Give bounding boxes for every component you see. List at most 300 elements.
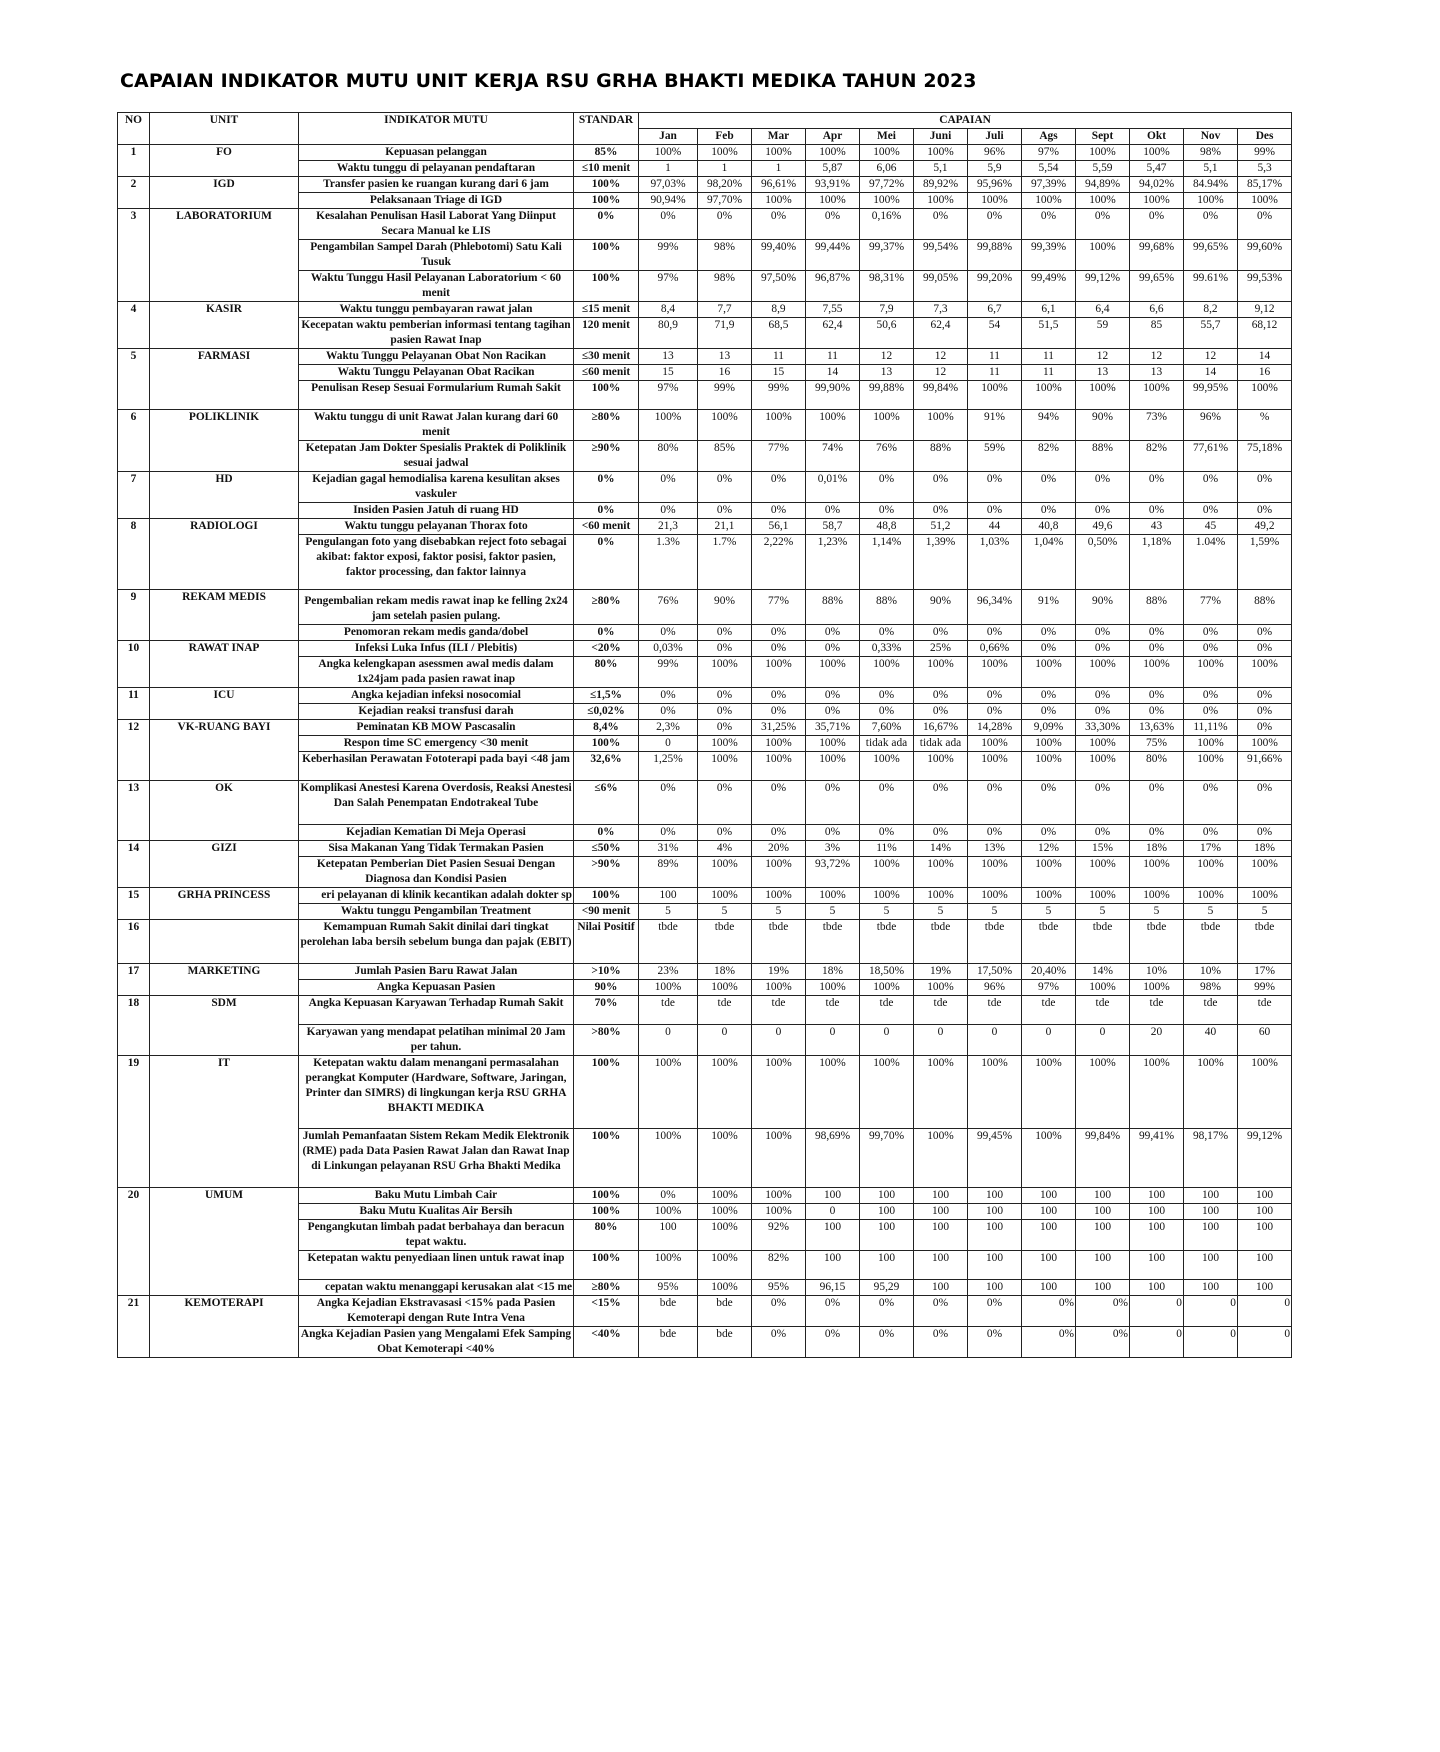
achievement-value: 77,61% (1184, 441, 1238, 472)
achievement-value: 93,91% (806, 177, 860, 193)
achievement-value: 100% (806, 752, 860, 781)
achievement-value: 98,17% (1184, 1129, 1238, 1188)
standard-value: 100% (574, 1129, 639, 1188)
achievement-value: 77% (1184, 590, 1238, 625)
standard-value: 0% (574, 209, 639, 240)
achievement-value: 0% (860, 825, 914, 841)
achievement-value: 100% (806, 980, 860, 996)
achievement-value: 100 (1238, 1251, 1292, 1280)
achievement-value: 98% (1184, 980, 1238, 996)
achievement-value: 0% (1076, 688, 1130, 704)
achievement-value: 99% (639, 240, 698, 271)
achievement-value: 93,72% (806, 857, 860, 888)
month-header-juli: Juli (968, 129, 1022, 145)
indicator-name: Angka Kejadian Ekstravasasi <15% pada Pasien Kemoterapi dengan Rute Intra Vena (299, 1296, 574, 1327)
achievement-value: 0% (806, 1327, 860, 1358)
achievement-value: 0% (1076, 825, 1130, 841)
achievement-value: 7,9 (860, 302, 914, 318)
achievement-value: 100% (1022, 193, 1076, 209)
achievement-value: 0% (639, 1188, 698, 1204)
achievement-value: 11 (806, 349, 860, 365)
achievement-value: 0% (968, 1296, 1022, 1327)
achievement-value: 16 (698, 365, 752, 381)
achievement-value: tde (1130, 996, 1184, 1025)
achievement-value: 21,1 (698, 519, 752, 535)
achievement-value: 5 (806, 904, 860, 920)
month-header-ags: Ags (1022, 129, 1076, 145)
achievement-value: 88% (1076, 441, 1130, 472)
achievement-value: 100% (698, 888, 752, 904)
achievement-value: 0% (698, 688, 752, 704)
achievement-value: 0% (860, 503, 914, 519)
indicator-name: Angka Kepuasan Karyawan Terhadap Rumah Sakit (299, 996, 574, 1025)
achievement-value: 100% (914, 657, 968, 688)
achievement-value: 100% (752, 736, 806, 752)
indicator-name: Pengulangan foto yang disebabkan reject foto sebagai akibat: faktor exposi, faktor posisi, faktor pasien, faktor processing, dan faktor lainnya (299, 535, 574, 590)
achievement-value: 15 (639, 365, 698, 381)
table-row (118, 920, 1292, 964)
table-row (118, 888, 1292, 904)
standard-value: ≥80% (574, 410, 639, 441)
achievement-value: 0% (698, 472, 752, 503)
achievement-value: 0% (1184, 688, 1238, 704)
indicator-name: Jumlah Pasien Baru Rawat Jalan (299, 964, 574, 980)
achievement-value: 51,2 (914, 519, 968, 535)
achievement-value: 0 (806, 1204, 860, 1220)
achievement-value: 96% (968, 145, 1022, 161)
indicator-name: Baku Mutu Limbah Cair (299, 1188, 574, 1204)
achievement-value: 100% (1076, 240, 1130, 271)
achievement-value: 100% (698, 752, 752, 781)
achievement-value: 0% (914, 503, 968, 519)
achievement-value: 99,53% (1238, 271, 1292, 302)
achievement-value: 100 (1022, 1188, 1076, 1204)
achievement-value: 0% (1184, 625, 1238, 641)
achievement-value: 88% (914, 441, 968, 472)
achievement-value: tbde (698, 920, 752, 964)
achievement-value: 100% (1238, 736, 1292, 752)
standard-value: 100% (574, 177, 639, 193)
achievement-value: 62,4 (914, 318, 968, 349)
achievement-value: 82% (752, 1251, 806, 1280)
achievement-value: 85,17% (1238, 177, 1292, 193)
achievement-value: 98% (698, 240, 752, 271)
achievement-value: 3% (806, 841, 860, 857)
achievement-value: 100% (806, 657, 860, 688)
achievement-value: tbde (968, 920, 1022, 964)
achievement-value: 100% (752, 980, 806, 996)
achievement-value: 100% (1076, 657, 1130, 688)
achievement-value: 82% (1022, 441, 1076, 472)
indicator-name: Kemampuan Rumah Sakit dinilai dari tingkat perolehan laba bersih sebelum bunga dan pajak (EBIT) (299, 920, 574, 964)
achievement-value: 98% (698, 271, 752, 302)
achievement-value: 100 (1130, 1204, 1184, 1220)
achievement-value: 0% (639, 503, 698, 519)
achievement-value: tidak ada (914, 736, 968, 752)
achievement-value: 95% (639, 1280, 698, 1296)
achievement-value: 98,69% (806, 1129, 860, 1188)
month-header-juni: Juni (914, 129, 968, 145)
achievement-value: 0% (806, 781, 860, 825)
achievement-value: 6,7 (968, 302, 1022, 318)
achievement-value: 94,02% (1130, 177, 1184, 193)
achievement-value: 100 (860, 1251, 914, 1280)
table-row (118, 841, 1292, 857)
achievement-value: 97,03% (639, 177, 698, 193)
standard-value: 80% (574, 657, 639, 688)
achievement-value: 0% (860, 625, 914, 641)
achievement-value: 4% (698, 841, 752, 857)
achievement-value: 0 (1130, 1327, 1184, 1358)
achievement-value: 5 (639, 904, 698, 920)
achievement-value: 100% (1184, 736, 1238, 752)
achievement-value: 96,61% (752, 177, 806, 193)
achievement-value: 100% (639, 1056, 698, 1129)
achievement-value: 99% (752, 381, 806, 410)
achievement-value: 100 (1022, 1280, 1076, 1296)
indicator-name: Waktu tunggu di pelayanan pendaftaran (299, 161, 574, 177)
achievement-value: 100 (968, 1204, 1022, 1220)
achievement-value: 5,9 (968, 161, 1022, 177)
achievement-value: 98,31% (860, 271, 914, 302)
achievement-value: 0% (1130, 625, 1184, 641)
standard-value: ≥80% (574, 590, 639, 625)
achievement-value: 68,12 (1238, 318, 1292, 349)
achievement-value: 13 (698, 349, 752, 365)
achievement-value: tbde (1130, 920, 1184, 964)
achievement-value: 88% (860, 590, 914, 625)
achievement-value: 80,9 (639, 318, 698, 349)
achievement-value: 19% (752, 964, 806, 980)
achievement-value: 0% (1022, 641, 1076, 657)
row-number: 19 (118, 1056, 150, 1188)
achievement-value: 0% (1076, 625, 1130, 641)
table-row (118, 1056, 1292, 1129)
achievement-value: 15 (752, 365, 806, 381)
achievement-value: 95,96% (968, 177, 1022, 193)
achievement-value: 100% (968, 736, 1022, 752)
achievement-value: 0% (1238, 641, 1292, 657)
achievement-value: tbde (1076, 920, 1130, 964)
achievement-value: 100% (1022, 1056, 1076, 1129)
achievement-value: 99% (1238, 980, 1292, 996)
achievement-value: 100 (639, 888, 698, 904)
achievement-value: 100% (1022, 736, 1076, 752)
document-title: CAPAIAN INDIKATOR MUTU UNIT KERJA RSU GRHA BHAKTI MEDIKA TAHUN 2023 (120, 70, 977, 92)
achievement-value: 100% (1184, 1056, 1238, 1129)
achievement-value: 11 (1022, 365, 1076, 381)
row-number: 16 (118, 920, 150, 964)
standard-value: <90 menit (574, 904, 639, 920)
achievement-value: 100% (1022, 381, 1076, 410)
achievement-value: 100 (806, 1188, 860, 1204)
achievement-value: 100% (752, 193, 806, 209)
achievement-value: 0 (1184, 1296, 1238, 1327)
table-row (118, 349, 1292, 365)
achievement-value: 0% (1022, 625, 1076, 641)
standard-value: 0% (574, 825, 639, 841)
achievement-value: 19% (914, 964, 968, 980)
achievement-value: 1,59% (1238, 535, 1292, 590)
unit-name (150, 920, 299, 964)
achievement-value: 100% (914, 410, 968, 441)
achievement-value: 100 (639, 1220, 698, 1251)
achievement-value: 0% (1076, 1327, 1130, 1358)
indicator-name: Kesalahan Penulisan Hasil Laborat Yang Diinput Secara Manual ke LIS (299, 209, 574, 240)
row-number: 17 (118, 964, 150, 996)
achievement-value: 0 (1184, 1327, 1238, 1358)
achievement-value: 100% (1130, 1056, 1184, 1129)
achievement-value: 82% (1130, 441, 1184, 472)
standard-value: ≤0,02% (574, 704, 639, 720)
achievement-value: 100 (1130, 1188, 1184, 1204)
indicator-name: Baku Mutu Kualitas Air Bersih (299, 1204, 574, 1220)
achievement-value: 99,88% (968, 240, 1022, 271)
achievement-value: 0% (1022, 503, 1076, 519)
achievement-value: 0 (752, 1025, 806, 1056)
achievement-value: 0 (806, 1025, 860, 1056)
achievement-value: 100% (1238, 857, 1292, 888)
achievement-value: 100% (1238, 1056, 1292, 1129)
achievement-value: 100% (914, 145, 968, 161)
achievement-value: 100 (914, 1188, 968, 1204)
table-row (118, 472, 1292, 503)
achievement-value: 80% (639, 441, 698, 472)
achievement-value: 0% (1238, 781, 1292, 825)
achievement-value: 100% (1076, 857, 1130, 888)
achievement-value: 100% (806, 888, 860, 904)
achievement-value: 0% (639, 209, 698, 240)
row-number: 5 (118, 349, 150, 410)
achievement-value: 89,92% (914, 177, 968, 193)
achievement-value: 0 (1238, 1296, 1292, 1327)
achievement-value: 14,28% (968, 720, 1022, 736)
achievement-value: 0% (698, 781, 752, 825)
indicator-name: Pelaksanaan Triage di IGD (299, 193, 574, 209)
achievement-value: 12 (914, 365, 968, 381)
achievement-value: 18% (806, 964, 860, 980)
achievement-value: 100% (698, 145, 752, 161)
achievement-value: 33,30% (1076, 720, 1130, 736)
achievement-value: 99,37% (860, 240, 914, 271)
achievement-value: 50,6 (860, 318, 914, 349)
achievement-value: 100% (752, 657, 806, 688)
achievement-value: 0% (968, 503, 1022, 519)
achievement-value: 84.94% (1184, 177, 1238, 193)
achievement-value: 14% (1076, 964, 1130, 980)
achievement-value: 1,25% (639, 752, 698, 781)
achievement-value: 5 (1022, 904, 1076, 920)
achievement-value: 99,12% (1238, 1129, 1292, 1188)
standard-value: 100% (574, 193, 639, 209)
achievement-value: 99% (639, 657, 698, 688)
standard-value: <40% (574, 1327, 639, 1358)
row-number: 4 (118, 302, 150, 349)
achievement-value: 0% (1184, 781, 1238, 825)
achievement-value: tbde (806, 920, 860, 964)
indicator-name: Waktu tunggu pelayanan Thorax foto (299, 519, 574, 535)
achievement-value: 100 (806, 1251, 860, 1280)
achievement-value: 11 (968, 349, 1022, 365)
achievement-value: 100% (1238, 193, 1292, 209)
achievement-value: 0% (752, 1327, 806, 1358)
achievement-value: 92% (752, 1220, 806, 1251)
indicator-name: Angka kejadian infeksi nosocomial (299, 688, 574, 704)
achievement-value: tde (968, 996, 1022, 1025)
achievement-value: 100 (1238, 1220, 1292, 1251)
achievement-value: 0% (860, 704, 914, 720)
achievement-value: 0% (806, 641, 860, 657)
standard-value: >10% (574, 964, 639, 980)
achievement-value: 99,88% (860, 381, 914, 410)
achievement-value: tde (806, 996, 860, 1025)
indicator-name: Kecepatan waktu pemberian informasi tentang tagihan pasien Rawat Inap (299, 318, 574, 349)
unit-name: KASIR (150, 302, 299, 349)
achievement-value: 100 (1130, 1251, 1184, 1280)
unit-name: FARMASI (150, 349, 299, 410)
row-number: 2 (118, 177, 150, 209)
achievement-value: 1,39% (914, 535, 968, 590)
achievement-value: 0% (1076, 503, 1130, 519)
achievement-value: 11 (968, 365, 1022, 381)
achievement-value: 49,2 (1238, 519, 1292, 535)
achievement-value: 90% (1076, 410, 1130, 441)
achievement-value: 100% (1076, 888, 1130, 904)
table-row (118, 720, 1292, 736)
achievement-value: 100% (1130, 145, 1184, 161)
achievement-value: 12% (1022, 841, 1076, 857)
achievement-value: 0% (1130, 704, 1184, 720)
achievement-value: 100% (698, 657, 752, 688)
achievement-value: tde (914, 996, 968, 1025)
achievement-value: 77% (752, 441, 806, 472)
achievement-value: 0% (914, 825, 968, 841)
indicator-name: Ketepatan waktu dalam menangani permasalahan perangkat Komputer (Hardware, Software, Jaringan, Printer dan SIMRS) di lingkungan kerja RSU GRHA BHAKTI MEDIKA (299, 1056, 574, 1129)
achievement-value: 13 (639, 349, 698, 365)
achievement-value: 100 (1238, 1188, 1292, 1204)
achievement-value: 100% (806, 1056, 860, 1129)
unit-name: RAWAT INAP (150, 641, 299, 688)
table-row (118, 781, 1292, 825)
row-number: 6 (118, 410, 150, 472)
achievement-value: 59% (968, 441, 1022, 472)
achievement-value: 100 (1184, 1280, 1238, 1296)
achievement-value: 5 (1130, 904, 1184, 920)
achievement-value: 98,20% (698, 177, 752, 193)
standard-value: 90% (574, 980, 639, 996)
achievement-value: 74% (806, 441, 860, 472)
achievement-value: 99,90% (806, 381, 860, 410)
achievement-value: 0 (1238, 1327, 1292, 1358)
achievement-value: 100% (1076, 752, 1130, 781)
achievement-value: 0% (1238, 209, 1292, 240)
achievement-value: 0% (1184, 209, 1238, 240)
achievement-value: 8,2 (1184, 302, 1238, 318)
achievement-value: 1.7% (698, 535, 752, 590)
achievement-value: 13 (860, 365, 914, 381)
standard-value: >80% (574, 1025, 639, 1056)
indicator-name: Angka Kepuasan Pasien (299, 980, 574, 996)
achievement-value: 11,11% (1184, 720, 1238, 736)
achievement-value: 100% (1022, 888, 1076, 904)
achievement-value: 54 (968, 318, 1022, 349)
achievement-value: 100 (1076, 1220, 1130, 1251)
achievement-value: tidak ada (860, 736, 914, 752)
achievement-value: 1,14% (860, 535, 914, 590)
table-row (118, 641, 1292, 657)
achievement-value: 7,7 (698, 302, 752, 318)
indicator-name: Kejadian gagal hemodialisa karena kesulitan akses vaskuler (299, 472, 574, 503)
header-standar: STANDAR (574, 113, 639, 145)
achievement-value: 0% (860, 1296, 914, 1327)
achievement-value: 97% (1022, 145, 1076, 161)
achievement-value: 91,66% (1238, 752, 1292, 781)
standard-value: ≤1,5% (574, 688, 639, 704)
standard-value: ≥80% (574, 1280, 639, 1296)
achievement-value: 100% (914, 857, 968, 888)
achievement-value: 49,6 (1076, 519, 1130, 535)
achievement-value: 0 (639, 1025, 698, 1056)
achievement-value: 100% (1238, 657, 1292, 688)
achievement-value: 0% (860, 472, 914, 503)
achievement-value: 2,3% (639, 720, 698, 736)
achievement-value: 12 (1184, 349, 1238, 365)
achievement-value: 100 (968, 1220, 1022, 1251)
row-number: 12 (118, 720, 150, 781)
achievement-value: tde (1184, 996, 1238, 1025)
achievement-value: 10% (1184, 964, 1238, 980)
achievement-value: 76% (860, 441, 914, 472)
standard-value: 80% (574, 1220, 639, 1251)
achievement-value: 18% (1130, 841, 1184, 857)
achievement-value: 100% (914, 888, 968, 904)
standard-value: Nilai Positif (574, 920, 639, 964)
achievement-value: bde (698, 1296, 752, 1327)
achievement-value: 5,59 (1076, 161, 1130, 177)
achievement-value: tde (860, 996, 914, 1025)
achievement-value: 0% (968, 625, 1022, 641)
standard-value: <15% (574, 1296, 639, 1327)
achievement-value: 100% (752, 1204, 806, 1220)
achievement-value: tbde (1022, 920, 1076, 964)
standard-value: 32,6% (574, 752, 639, 781)
achievement-value: 100% (752, 857, 806, 888)
indicator-name: Waktu Tunggu Pelayanan Obat Racikan (299, 365, 574, 381)
achievement-value: 100% (752, 752, 806, 781)
achievement-value: 5 (752, 904, 806, 920)
achievement-value: 97,50% (752, 271, 806, 302)
achievement-value: 0% (914, 472, 968, 503)
achievement-value: 97,72% (860, 177, 914, 193)
achievement-value: 5 (1238, 904, 1292, 920)
row-number: 9 (118, 590, 150, 641)
header-indikator: INDIKATOR MUTU (299, 113, 574, 145)
achievement-value: 100% (914, 752, 968, 781)
achievement-value: 100% (1130, 381, 1184, 410)
achievement-value: 0 (1076, 1025, 1130, 1056)
achievement-value: tbde (914, 920, 968, 964)
achievement-value: 99,54% (914, 240, 968, 271)
table-row (118, 302, 1292, 318)
achievement-value: 97% (1022, 980, 1076, 996)
indicator-name: Insiden Pasien Jatuh di ruang HD (299, 503, 574, 519)
achievement-value: 0 (968, 1025, 1022, 1056)
achievement-value: 5,3 (1238, 161, 1292, 177)
achievement-value: 0% (1238, 688, 1292, 704)
achievement-value: 6,06 (860, 161, 914, 177)
achievement-value: 18% (698, 964, 752, 980)
achievement-value: 100% (860, 193, 914, 209)
